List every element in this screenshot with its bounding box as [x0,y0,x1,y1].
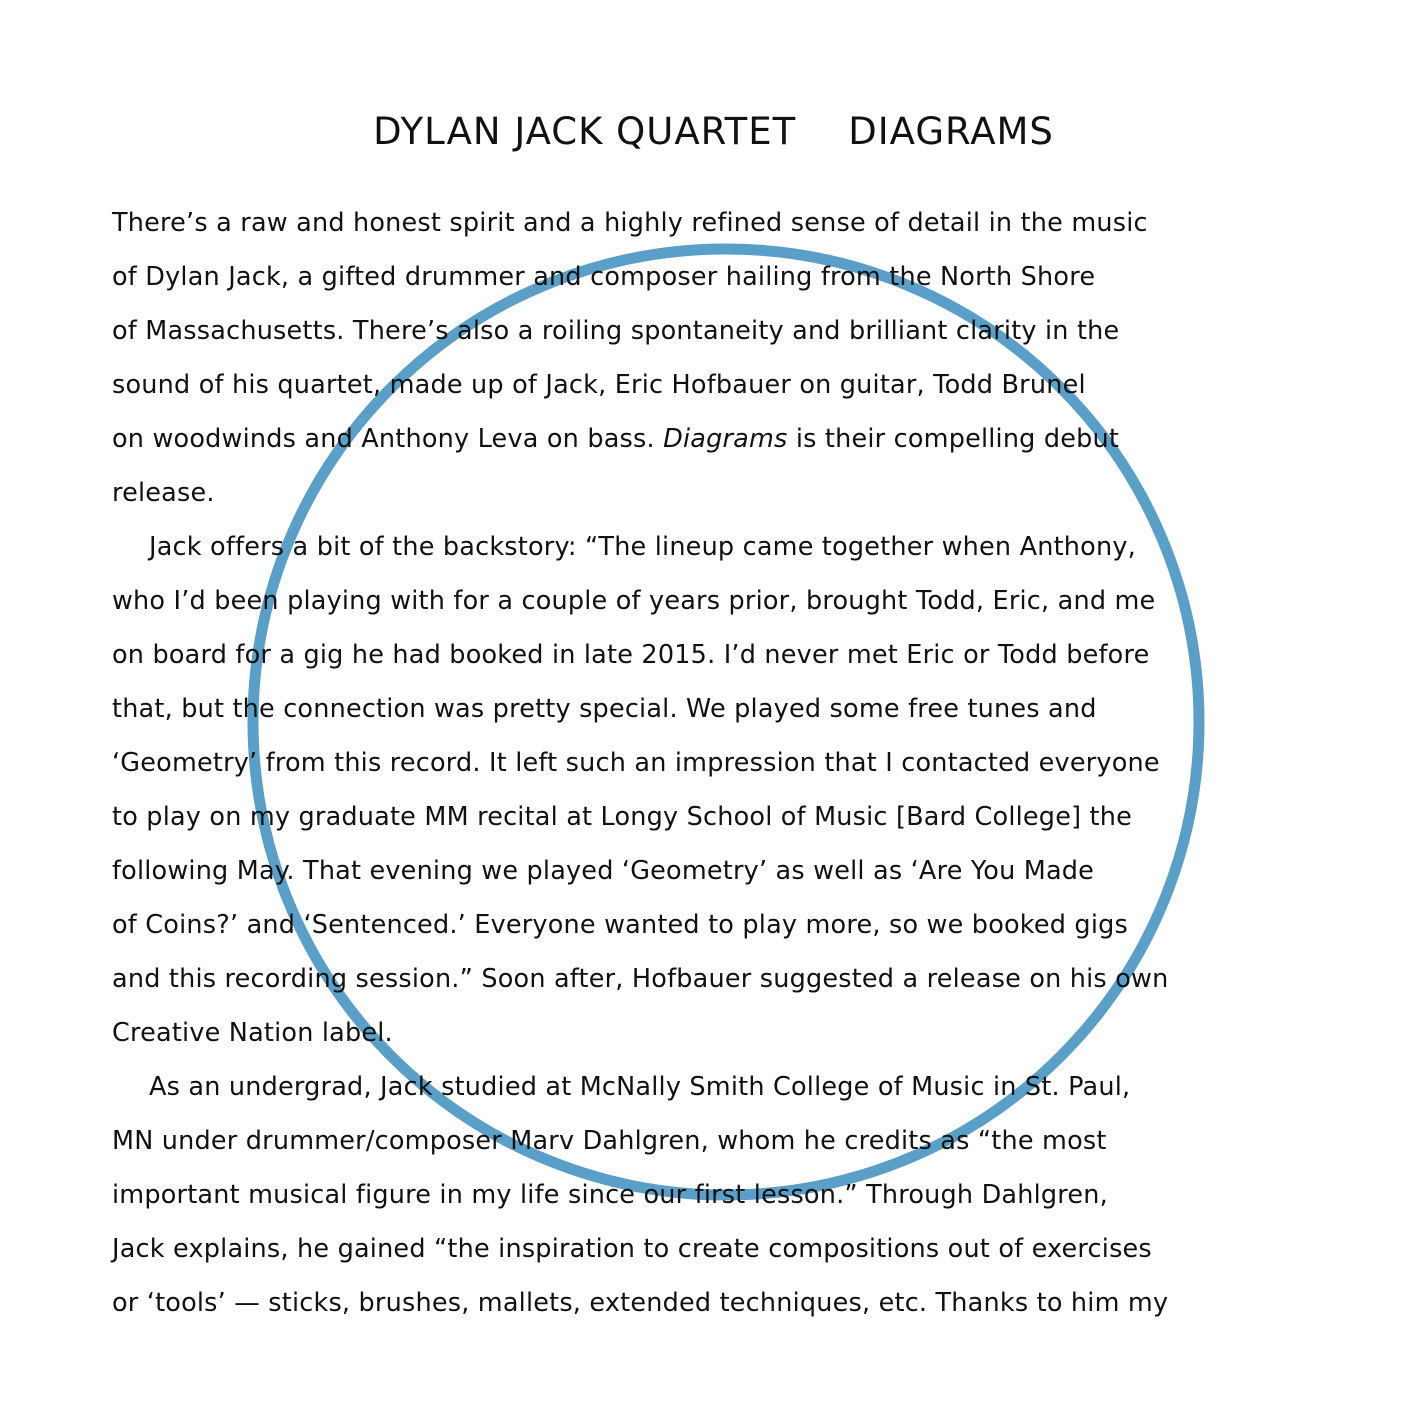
text-line: release. [112,478,215,508]
album-title: DIAGRAMS [848,110,1054,153]
text-line: of Massachusetts. There’s also a roiling spontaneity and brilliant clarity in the [112,316,1120,346]
text-fragment: on woodwinds and Anthony Leva on bass. [112,424,655,454]
text-line: important musical figure in my life since our first lesson.” Through Dahlgren, [112,1180,1108,1210]
text-line: or ‘tools’ — sticks, brushes, mallets, extended techniques, etc. Thanks to him my [112,1288,1169,1318]
album-title-italic: Diagrams [663,424,788,454]
text-line: Jack offers a bit of the backstory: “The lineup came together when Anthony, [149,532,1136,562]
text-line: ‘Geometry’ from this record. It left such an impression that I contacted everyone [112,748,1160,778]
artist-name: DYLAN JACK QUARTET [373,110,797,153]
text-line: Creative Nation label. [112,1018,393,1048]
text-line: There’s a raw and honest spirit and a highly refined sense of detail in the music [112,208,1148,238]
text-line: to play on my graduate MM recital at Longy School of Music [Bard College] the [112,802,1132,832]
text-line [112,412,1327,466]
text-line: of Dylan Jack, a gifted drummer and composer hailing from the North Shore [112,262,1096,292]
text-line: on board for a gig he had booked in late 2015. I’d never met Eric or Todd before [112,640,1150,670]
page-title [0,110,1427,153]
text-line: sound of his quartet, made up of Jack, Eric Hofbauer on guitar, Todd Brunel [112,370,1086,400]
liner-notes-text [112,196,1327,1330]
text-fragment: is their compelling debut [795,424,1120,454]
text-line: following May. That evening we played ‘Geometry’ as well as ‘Are You Made [112,856,1095,886]
text-line: MN under drummer/composer Marv Dahlgren, whom he credits as “the most [112,1126,1107,1156]
text-line: Jack explains, he gained “the inspiration to create compositions out of exercises [112,1234,1152,1264]
text-line: that, but the connection was pretty special. We played some free tunes and [112,694,1097,724]
text-line: who I’d been playing with for a couple of years prior, brought Todd, Eric, and me [112,586,1156,616]
text-line: of Coins?’ and ‘Sentenced.’ Everyone wanted to play more, so we booked gigs [112,910,1128,940]
text-line: and this recording session.” Soon after, Hofbauer suggested a release on his own [112,964,1169,994]
text-line: As an undergrad, Jack studied at McNally Smith College of Music in St. Paul, [149,1072,1131,1102]
